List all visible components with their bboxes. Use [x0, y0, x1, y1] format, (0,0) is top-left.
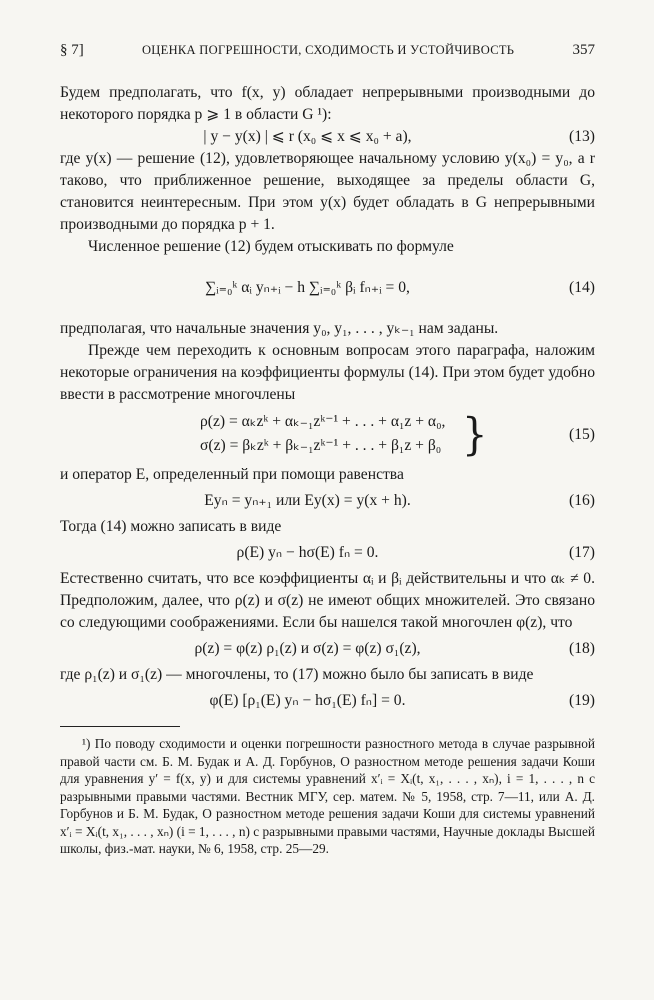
paragraph-9: где ρ₁(z) и σ₁(z) — многочлены, то (17) можно было бы записать в виде [60, 666, 534, 683]
equation-13-expr: | y − y(x) | ⩽ r (x₀ ⩽ x ⩽ x₀ + a), [203, 128, 412, 145]
footnote-divider [60, 726, 180, 727]
equation-15 [60, 410, 595, 460]
paragraph-3: Численное решение (12) будем отыскивать по формуле [88, 238, 454, 255]
book-page [60, 42, 595, 858]
equation-17 [60, 542, 595, 564]
equation-14-expr: ∑ᵢ₌₀ᵏ αᵢ yₙ₊ᵢ − h ∑ᵢ₌₀ᵏ βᵢ fₙ₊ᵢ = 0, [205, 279, 410, 296]
paragraph-5: Прежде чем переходить к основным вопросам этого параграфа, наложим некоторые ограничения на коэффициенты формулы (14). При этом будет удобно ввести в рассмотрение многочлены [60, 342, 595, 403]
section-marker: § 7] [60, 42, 84, 58]
equation-19-expr: φ(E) [ρ₁(E) yₙ − hσ₁(E) fₙ] = 0. [209, 692, 406, 709]
paragraph-1: Будем предполагать, что f(x, y) обладает непрерывными производными до некоторого порядка p ⩾ 1 в области G ¹): [60, 84, 595, 123]
equation-18-expr: ρ(z) = φ(z) ρ₁(z) и σ(z) = φ(z) σ₁(z), [194, 640, 421, 657]
paragraph-6: и оператор E, определенный при помощи равенства [60, 466, 404, 483]
equation-18 [60, 638, 595, 660]
footnote: ¹) По поводу сходимости и оценки погрешности разностного метода в случае разрывной правой части см. Б. М. Будак и А. Д. Горбунов, О разностном методе решения задачи Коши для уравнения y′ = f(x, y) и для системы уравнений x′ᵢ = Xᵢ(t, x₁, . . . , xₙ), i = 1, . . . , n с разрывными правыми частями. Вестник МГУ, сер. матем. № 5, 1958, стр. 7—11, или А. Д. Горбунов и Б. М. Будак, О разностном методе решения задачи Коши для системы уравнений x′ᵢ = Xᵢ(t, x₁, . . . , xₙ) (i = 1, . . . , n) с разрывными правыми частями, Научные доклады Высшей школы, физ.-мат. науки, № 6, 1958, стр. 25—29. [60, 736, 595, 856]
equation-18-number: (18) [569, 640, 595, 657]
paragraph-7: Тогда (14) можно записать в виде [60, 518, 282, 535]
equation-14-number: (14) [569, 279, 595, 296]
equation-13-number: (13) [569, 128, 595, 145]
page-number: 357 [572, 42, 595, 58]
equation-16 [60, 490, 595, 512]
equation-15-system [200, 410, 445, 458]
paragraph-2: где y(x) — решение (12), удовлетворяющее начальному условию y(x₀) = y₀, а r таково, что приближенное решение, выходящее за пределы области G, становится неинтересным. При этом y(x) будет обладать в G непрерывными производными до порядка p + 1. [60, 150, 595, 233]
equation-17-number: (17) [569, 544, 595, 561]
equation-17-expr: ρ(E) yₙ − hσ(E) fₙ = 0. [236, 544, 379, 561]
equation-19-number: (19) [569, 692, 595, 709]
equation-15-sigma: σ(z) = βₖzᵏ + βₖ₋₁zᵏ⁻¹ + . . . + β₁z + β₀ [200, 437, 442, 454]
equation-19 [60, 690, 595, 712]
equation-16-expr: Eyₙ = yₙ₊₁ или Ey(x) = y(x + h). [204, 492, 411, 509]
equation-16-number: (16) [569, 492, 595, 509]
paragraph-4: предполагая, что начальные значения y₀, y₁, . . . , yₖ₋₁ нам заданы. [60, 320, 499, 337]
equation-15-rho: ρ(z) = αₖzᵏ + αₖ₋₁zᵏ⁻¹ + . . . + α₁z + α₀, [200, 413, 446, 430]
right-brace-icon: } [462, 409, 488, 461]
equation-14 [60, 258, 595, 318]
running-header [60, 42, 595, 82]
equation-13 [60, 126, 595, 148]
running-title: ОЦЕНКА ПОГРЕШНОСТИ, СХОДИМОСТЬ И УСТОЙЧИВОСТЬ [141, 43, 515, 57]
equation-15-number: (15) [569, 426, 595, 443]
paragraph-8: Естественно считать, что все коэффициенты αᵢ и βᵢ действительны и что αₖ ≠ 0. Предположим, далее, что ρ(z) и σ(z) не имеют общих множителей. Это связано со следующими соображениями. Если бы нашелся такой многочлен φ(z), что [60, 570, 595, 631]
